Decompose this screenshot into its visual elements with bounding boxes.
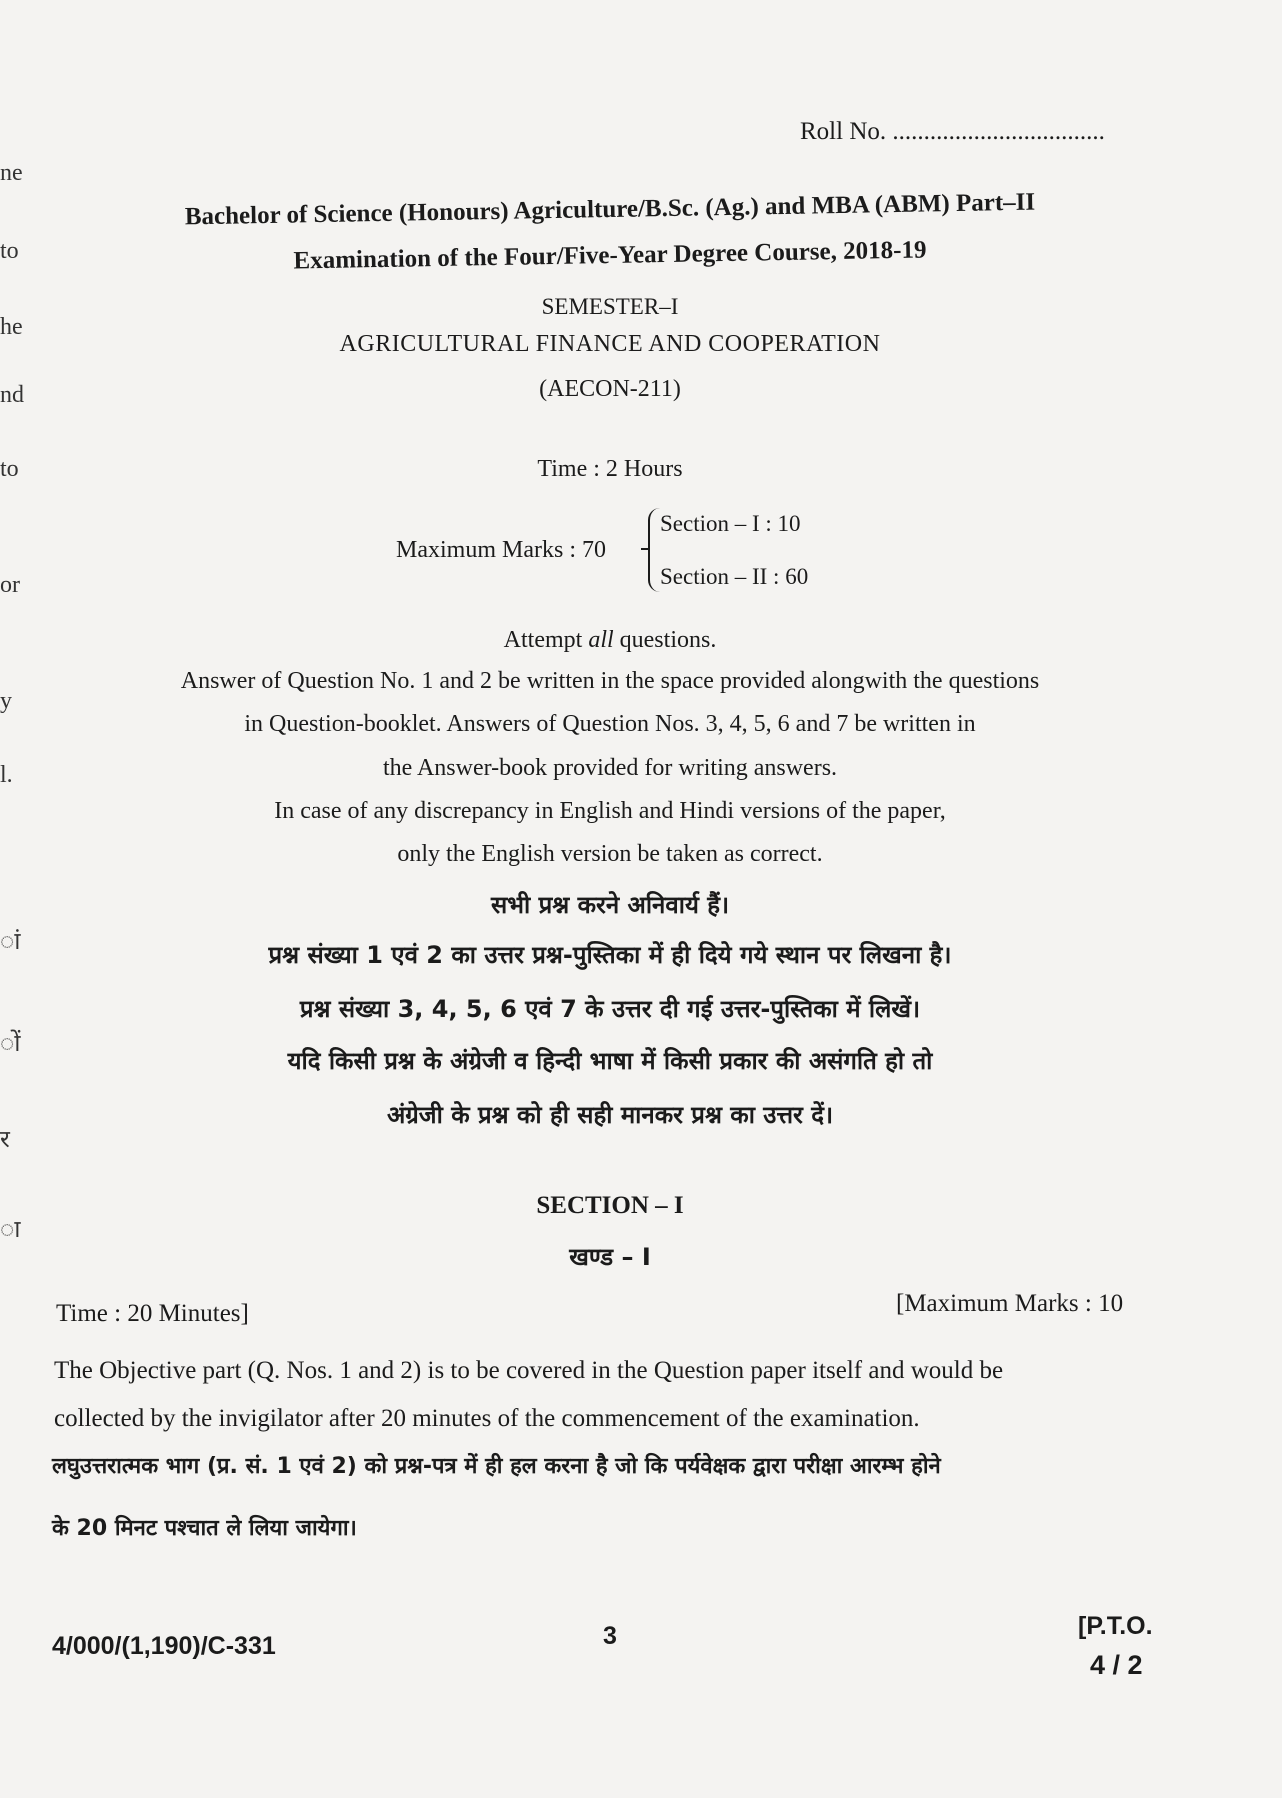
semester-label: SEMESTER–I	[541, 294, 679, 319]
course-code: (AECON-211)	[539, 376, 681, 402]
margin-fragment: to	[0, 238, 19, 264]
margin-fragment: y	[0, 688, 12, 714]
hindi-instruction-line: अंग्रेजी के प्रश्न को ही सही मानकर प्रश्न का उत्तर दें।	[386, 1101, 834, 1129]
instruction-text: Attempt all questions.	[503, 627, 717, 653]
margin-fragment: nd	[0, 382, 24, 408]
brace-tip	[641, 548, 649, 550]
objective-note-line: The Objective part (Q. Nos. 1 and 2) is to be covered in the Question paper itself and would be	[54, 1357, 1004, 1384]
instruction-line: only the English version be taken as correct.	[397, 841, 823, 867]
margin-fragment: to	[0, 456, 19, 482]
margin-fragment: he	[0, 314, 23, 340]
page-number: 3	[603, 1622, 617, 1650]
brace-icon	[648, 508, 660, 592]
instruction-line: the Answer-book provided for writing answers.	[382, 755, 838, 781]
hindi-instruction-line: सभी प्रश्न करने अनिवार्य हैं।	[490, 891, 730, 919]
margin-fragment: or	[0, 572, 20, 598]
hindi-instruction-line: प्रश्न संख्या 3, 4, 5, 6 एवं 7 के उत्तर दी गई उत्तर-पुस्तिका में लिखें।	[299, 995, 921, 1023]
hindi-instruction-line: यदि किसी प्रश्न के अंग्रेजी व हिन्दी भाषा में किसी प्रकार की असंगति हो तो	[287, 1047, 933, 1075]
margin-fragment: र	[0, 1127, 10, 1153]
section-hindi-title: खण्ड – I	[569, 1243, 651, 1271]
section-2-marks: Section – II : 60	[660, 564, 809, 589]
hindi-instruction-line: प्रश्न संख्या 1 एवं 2 का उत्तर प्रश्न-पुस्तिका में ही दिये गये स्थान पर लिखना है।	[268, 941, 952, 969]
margin-fragment: ों	[0, 1031, 21, 1057]
pto-label: [P.T.O.	[1078, 1612, 1153, 1640]
exam-duration: Time : 2 Hours	[537, 456, 683, 482]
page-fraction: 4 / 2	[1090, 1650, 1143, 1680]
hindi-objective-note-line: लघुउत्तरात्मक भाग (प्र. सं. 1 एवं 2) को प्रश्न-पत्र में ही हल करना है जो कि पर्यवेक्षक द्वारा परीक्षा आरम्भ होने	[52, 1454, 941, 1479]
instruction-line: in Question-booklet. Answers of Question Nos. 3, 4, 5, 6 and 7 be written in	[244, 711, 976, 737]
margin-fragment: ा	[0, 1217, 21, 1243]
instruction-line: Answer of Question No. 1 and 2 be written in the space provided alongwith the questions	[180, 668, 1040, 694]
margin-fragment: l.	[0, 762, 13, 788]
paper-code: 4/000/(1,190)/C-331	[52, 1632, 276, 1660]
section-title: SECTION – I	[536, 1192, 684, 1219]
hindi-objective-note-line: के 20 मिनट पश्चात ले लिया जायेगा।	[52, 1516, 357, 1541]
maximum-marks: Maximum Marks : 70	[396, 537, 606, 563]
margin-fragment: ne	[0, 160, 23, 186]
degree-title: Bachelor of Science (Honours) Agriculture/B.Sc. (Ag.) and MBA (ABM) Part–II	[184, 188, 1036, 231]
instruction-line: In case of any discrepancy in English and Hindi versions of the paper,	[274, 798, 946, 824]
subject-title: AGRICULTURAL FINANCE AND COOPERATION	[339, 331, 881, 357]
section-1-marks: Section – I : 10	[660, 511, 801, 536]
objective-note-line: collected by the invigilator after 20 minutes of the commencement of the examination.	[54, 1405, 920, 1432]
section-time: Time : 20 Minutes]	[56, 1300, 249, 1327]
section-max-marks: [Maximum Marks : 10	[896, 1290, 1124, 1317]
roll-number-field: Roll No. ..................................	[800, 118, 1105, 145]
margin-fragment: ां	[0, 929, 21, 955]
exam-title: Examination of the Four/Five-Year Degree Course, 2018-19	[293, 236, 927, 275]
instruction-line	[0, 627, 1220, 654]
